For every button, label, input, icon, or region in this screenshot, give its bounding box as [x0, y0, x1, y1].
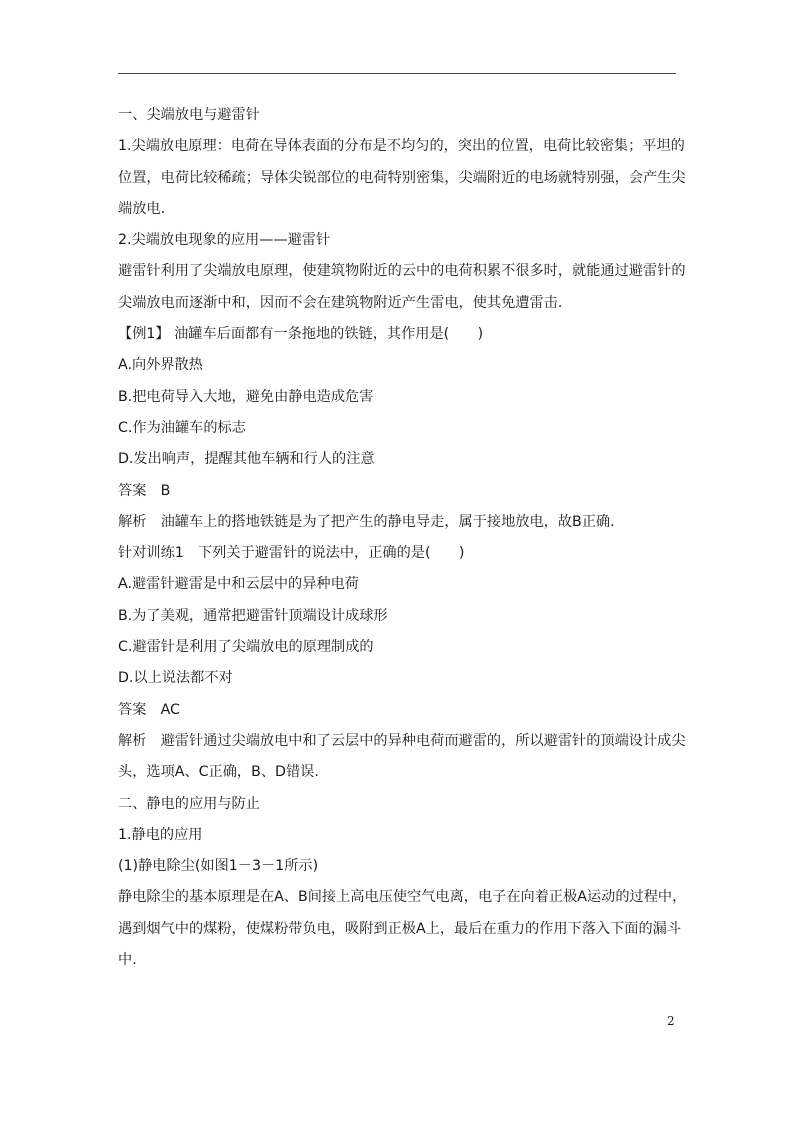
- option-d: D.以上说法都不对: [118, 670, 233, 687]
- option-c: C.避雷针是利用了尖端放电的原理制成的: [118, 639, 374, 656]
- header-rule: [118, 73, 676, 74]
- text-line: 1.尖端放电原理：电荷在导体表面的分布是不均匀的，突出的位置，电荷比较密集；平坦的: [118, 138, 685, 155]
- option-d: D.发出响声，提醒其他车辆和行人的注意: [118, 451, 375, 468]
- answer-line: 答案 B: [118, 482, 171, 499]
- section-heading-electrostatics: 二、静电的应用与防止: [118, 795, 260, 812]
- text-line: 尖端放电而逐渐中和，因而不会在建筑物附近产生雷电，使其免遭雷击.: [118, 294, 563, 311]
- option-b: B.把电荷导入大地，避免由静电造成危害: [118, 388, 374, 405]
- text-line: 端放电.: [118, 200, 166, 217]
- page-number: 2: [667, 1014, 675, 1028]
- option-b: B.为了美观，通常把避雷针顶端设计成球形: [118, 607, 388, 624]
- analysis-line: 解析 油罐车上的搭地铁链是为了把产生的静电导走，属于接地放电，故B正确.: [118, 513, 615, 530]
- option-a: A.向外界散热: [118, 357, 203, 374]
- option-c: C.作为油罐车的标志: [118, 419, 246, 436]
- text-line: 避雷针利用了尖端放电原理，使建筑物附近的云中的电荷积累不很多时，就能通过避雷针的: [118, 263, 686, 280]
- text-line: 中.: [118, 952, 137, 969]
- text-line: 遇到烟气中的煤粉，使煤粉带负电，吸附到正极A上，最后在重力的作用下落入下面的漏斗: [118, 920, 682, 937]
- section-heading-tip-discharge: 一、尖端放电与避雷针: [118, 107, 260, 123]
- text-line: 位置，电荷比较稀疏；导体尖锐部位的电荷特别密集，尖端附近的电场就特别强，会产生尖: [118, 169, 686, 186]
- text-line: 头，选项A、C正确，B、D错误.: [118, 764, 319, 781]
- subheading-dust-removal: (1)静电除尘(如图1－3－1所示): [118, 858, 319, 875]
- answer-line: 答案 AC: [118, 701, 180, 718]
- subheading-applications: 1.静电的应用: [118, 826, 203, 843]
- analysis-line: 解析 避雷针通过尖端放电中和了云层中的异种电荷而避雷的，所以避雷针的顶端设计成尖: [118, 732, 686, 749]
- practice-question: 针对训练1 下列关于避雷针的说法中，正确的是( ): [118, 545, 465, 562]
- subheading-lightning-rod: 2.尖端放电现象的应用——避雷针: [118, 232, 331, 249]
- example-question: 【例1】 油罐车后面都有一条拖地的铁链，其作用是( ): [118, 326, 484, 343]
- text-line: 静电除尘的基本原理是在A、B间接上高电压使空气电离，电子在向着正极A运动的过程中，: [118, 889, 687, 906]
- option-a: A.避雷针避雷是中和云层中的异种电荷: [118, 576, 359, 593]
- document-body: [118, 100, 687, 976]
